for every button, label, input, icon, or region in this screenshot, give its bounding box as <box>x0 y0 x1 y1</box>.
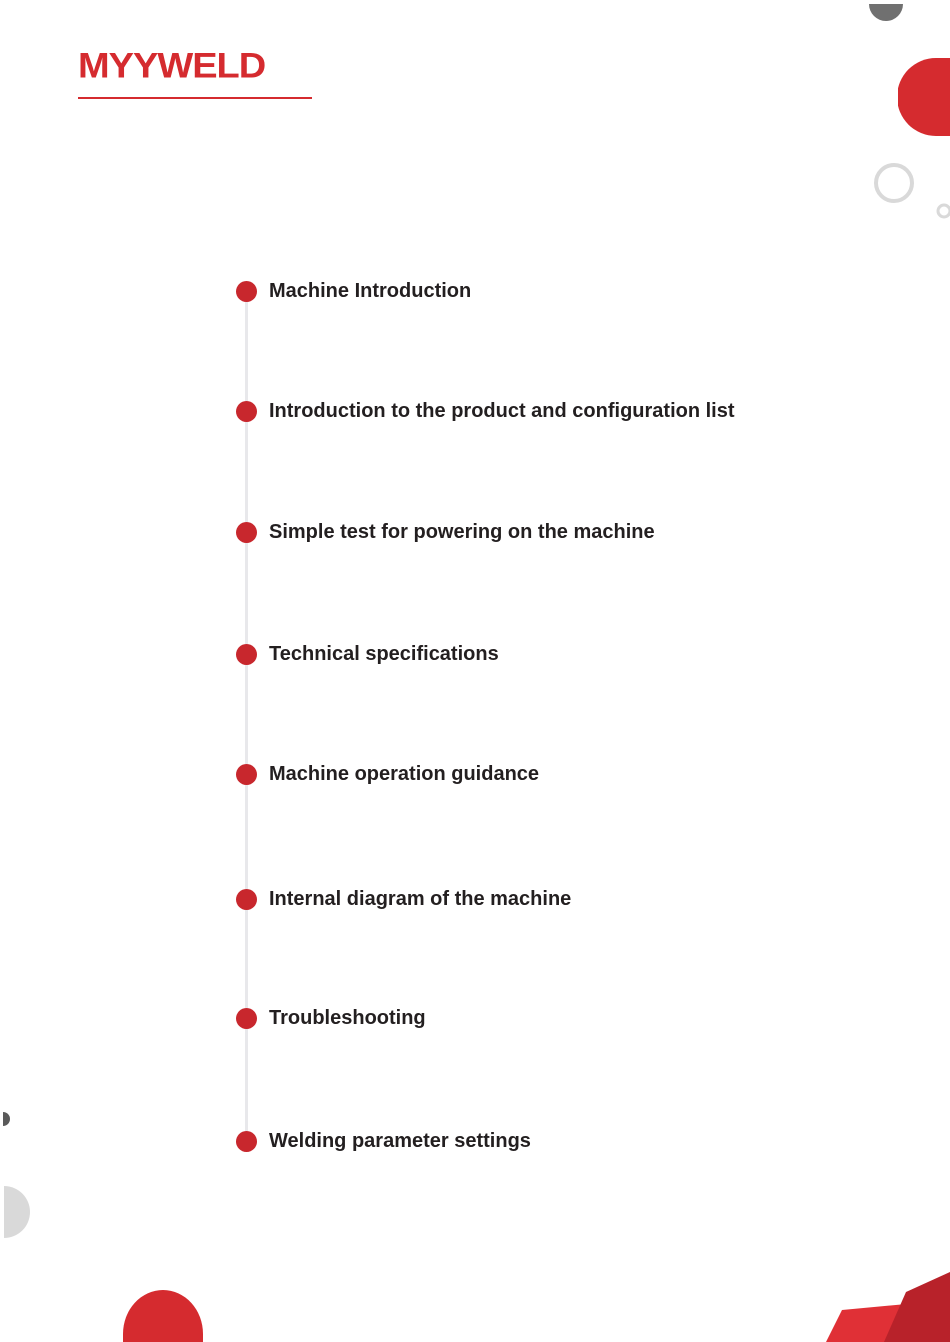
left-gray-half-circle-decoration <box>0 1184 34 1242</box>
top-gray-semicircle-decoration <box>866 0 906 24</box>
toc-item-label: Internal diagram of the machine <box>269 887 572 910</box>
toc-item-troubleshooting[interactable] <box>236 1006 426 1030</box>
bullet-dot-icon <box>236 764 257 785</box>
toc-item-label: Machine operation guidance <box>269 762 540 785</box>
toc-item-label: Troubleshooting <box>269 1006 426 1029</box>
bullet-dot-icon <box>236 281 257 302</box>
toc-item-label: Simple test for powering on the machine <box>269 520 655 543</box>
toc-item-machine-introduction[interactable] <box>236 279 471 303</box>
bullet-dot-icon <box>236 889 257 910</box>
red-half-circle-decoration <box>898 56 950 140</box>
toc-item-label: Machine Introduction <box>269 279 472 302</box>
toc-item-label: Introduction to the product and configuration list <box>269 399 735 422</box>
toc-item-label: Technical specifications <box>269 642 499 665</box>
toc-item-label: Welding parameter settings <box>269 1129 531 1152</box>
brand-logo-wordmark: MYYWELD <box>78 47 266 86</box>
toc-item-power-on-test[interactable] <box>236 520 655 544</box>
bullet-dot-icon <box>236 401 257 422</box>
brand-logo-underline <box>78 97 312 99</box>
brand-logo <box>78 44 312 102</box>
toc-item-internal-diagram[interactable] <box>236 887 571 911</box>
bottom-right-red-shard-decoration <box>826 1270 950 1342</box>
bullet-dot-icon <box>236 1131 257 1152</box>
toc-item-welding-parameters[interactable] <box>236 1129 531 1153</box>
toc-item-technical-specifications[interactable] <box>236 642 499 666</box>
gray-ring-decoration <box>872 160 918 206</box>
small-dark-halfcircle-decoration <box>0 1110 14 1128</box>
bottom-red-semicircle-decoration <box>120 1288 206 1342</box>
toc-item-product-configuration[interactable] <box>236 399 735 423</box>
bullet-dot-icon <box>236 1008 257 1029</box>
bullet-dot-icon <box>236 644 257 665</box>
small-gray-ring-decoration <box>932 200 950 222</box>
bullet-dot-icon <box>236 522 257 543</box>
toc-item-operation-guidance[interactable] <box>236 762 539 786</box>
